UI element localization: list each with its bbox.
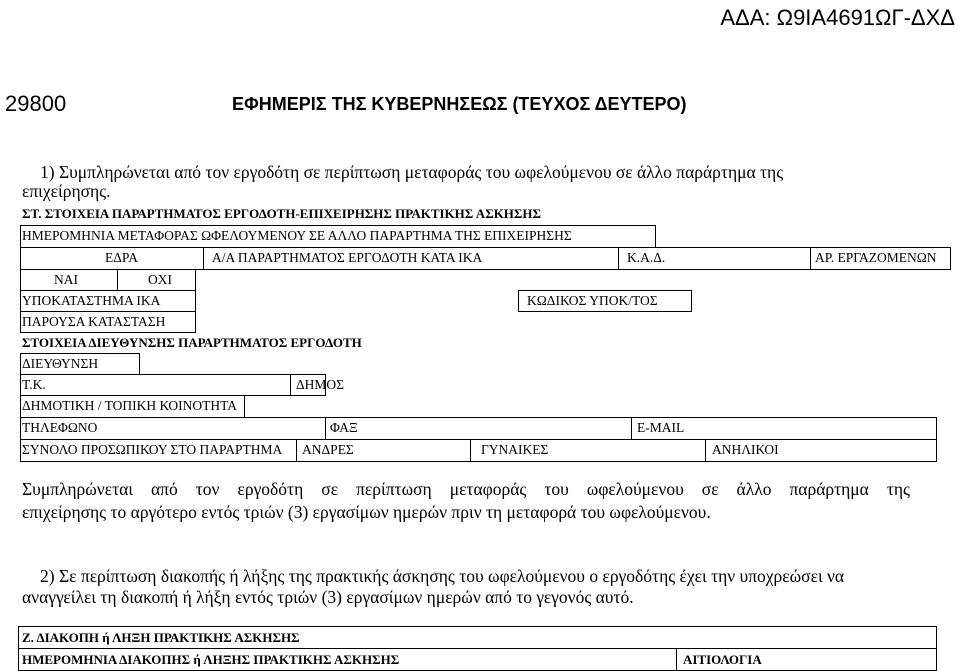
section-st-title: ΣΤ. ΣΤΟΙΧΕΙΑ ΠΑΡΑΡΤΗΜΑΤΟΣ ΕΡΓΟΔΟΤΗ-ΕΠΙΧΕΙΡΗΣΗΣ ΠΡΑΚΤΙΚΗΣ ΑΣΚΗΣΗΣ [22, 206, 542, 221]
current-status-label: ΠΑΡΟΥΣΑ ΚΑΤΑΣΤΑΣΗ [22, 314, 166, 329]
seat-label: ΕΔΡΑ [105, 250, 138, 265]
note-line-1: Συμπληρώνεται από τον εργοδότη σε περίπτωση μεταφοράς του ωφελούμενου σε άλλο παράρτημα της [22, 479, 910, 499]
intro-line-1: 1) Συμπληρώνεται από τον εργοδότη σε περίπτωση μεταφοράς του ωφελούμενου σε άλλο παράρτημα της [40, 162, 784, 182]
minors-label: ΑΝΗΛΙΚΟΙ [712, 442, 779, 457]
gazette-title: ΕΦΗΜΕΡΙΣ ΤΗΣ ΚΥΒΕΡΝΗΣΕΩΣ (ΤΕΥΧΟΣ ΔΕΥΤΕΡΟ) [232, 94, 687, 114]
address-label: ΔΙΕΥΘΥΝΣΗ [22, 356, 99, 371]
table-divider [290, 374, 291, 396]
table-divider [810, 247, 811, 270]
women-label: ΓΥΝΑΙΚΕΣ [481, 442, 549, 457]
employees-label: ΑΡ. ΕΡΓΑΖΟΜΕΝΩΝ [815, 250, 937, 265]
table-divider [705, 439, 706, 462]
clause2-line-1: 2) Σε περίπτωση διακοπής ή λήξης της πρακτικής άσκησης του ωφελούμενου ο εργοδότης έχει την υποχρεώσει να [40, 566, 845, 586]
table-divider [470, 439, 471, 462]
page-number: 29800 [5, 91, 67, 116]
section-z-title: Ζ. ΔΙΑΚΟΠΗ ή ΛΗΞΗ ΠΡΑΚΤΙΚΗΣ ΑΣΚΗΣΗΣ [22, 630, 300, 645]
staff-total-label: ΣΥΝΟΛΟ ΠΡΟΣΩΠΙΚΟΥ ΣΤΟ ΠΑΡΑΡΤΗΜΑ [22, 442, 283, 457]
municipality-label: ΔΗΜΟΣ [296, 377, 345, 392]
clause2-line-2: αναγγείλει τη διακοπή ή λήξη εντός τριών (3) εργασίμων ημερών από το γεγονός αυτό. [22, 587, 634, 607]
table-divider [676, 648, 677, 671]
no-label: ΟΧΙ [148, 272, 172, 287]
ada-code: ΑΔΑ: Ω9ΙΑ4691ΩΓ-ΔΧΔ [720, 5, 955, 30]
email-label: E-MAIL [637, 420, 685, 435]
reason-label: ΑΙΤΙΟΛΟΓΙΑ [683, 652, 762, 667]
postcode-label: Τ.Κ. [22, 377, 46, 392]
kad-label: Κ.Α.Δ. [627, 250, 666, 265]
address-section-title: ΣΤΟΙΧΕΙΑ ΔΙΕΥΘΥΝΣΗΣ ΠΑΡΑΡΤΗΜΑΤΟΣ ΕΡΓΟΔΟΤΗ [22, 335, 362, 350]
contact-row [20, 417, 937, 440]
seat-row [20, 247, 951, 270]
postcode-row [20, 374, 326, 396]
intro-line-2: επιχείρησης. [22, 181, 111, 201]
fax-label: ΦΑΞ [330, 420, 358, 435]
table-divider [618, 247, 619, 270]
branch-no-label: Α/Α ΠΑΡΑΡΤΗΜΑΤΟΣ ΕΡΓΟΔΟΤΗ ΚΑΤΑ ΙΚΑ [212, 250, 483, 265]
table-divider [296, 439, 297, 462]
men-label: ΑΝΔΡΕΣ [302, 442, 354, 457]
table-divider [631, 417, 632, 440]
branch-code-label: ΚΩΔΙΚΟΣ ΥΠΟΚ/ΤΟΣ [527, 293, 658, 308]
table-divider [325, 417, 326, 440]
yes-label: ΝΑΙ [54, 272, 78, 287]
table-divider [203, 247, 204, 270]
end-date-label: ΗΜΕΡΟΜΗΝΙΑ ΔΙΑΚΟΠΗΣ ή ΛΗΞΗΣ ΠΡΑΚΤΙΚΗΣ ΑΣΚΗΣΗΣ [22, 652, 400, 667]
community-label: ΔΗΜΟΤΙΚΗ / ΤΟΠΙΚΗ ΚΟΙΝΟΤΗΤΑ [22, 398, 238, 413]
ika-branch-label: ΥΠΟΚΑΤΑΣΤΗΜΑ ΙΚΑ [22, 293, 161, 308]
transfer-date-label: ΗΜΕΡΟΜΗΝΙΑ ΜΕΤΑΦΟΡΑΣ ΩΦΕΛΟΥΜΕΝΟΥ ΣΕ ΑΛΛΟ ΠΑΡΑΡΤΗΜΑ ΤΗΣ ΕΠΙΧΕΙΡΗΣΗΣ [22, 228, 572, 243]
note-line-2: επιχείρησης το αργότερο εντός τριών (3) εργασίμων ημερών πριν τη μεταφορά του ωφελούμενου. [22, 502, 711, 522]
phone-label: ΤΗΛΕΦΩΝΟ [22, 420, 98, 435]
table-divider [117, 269, 118, 291]
